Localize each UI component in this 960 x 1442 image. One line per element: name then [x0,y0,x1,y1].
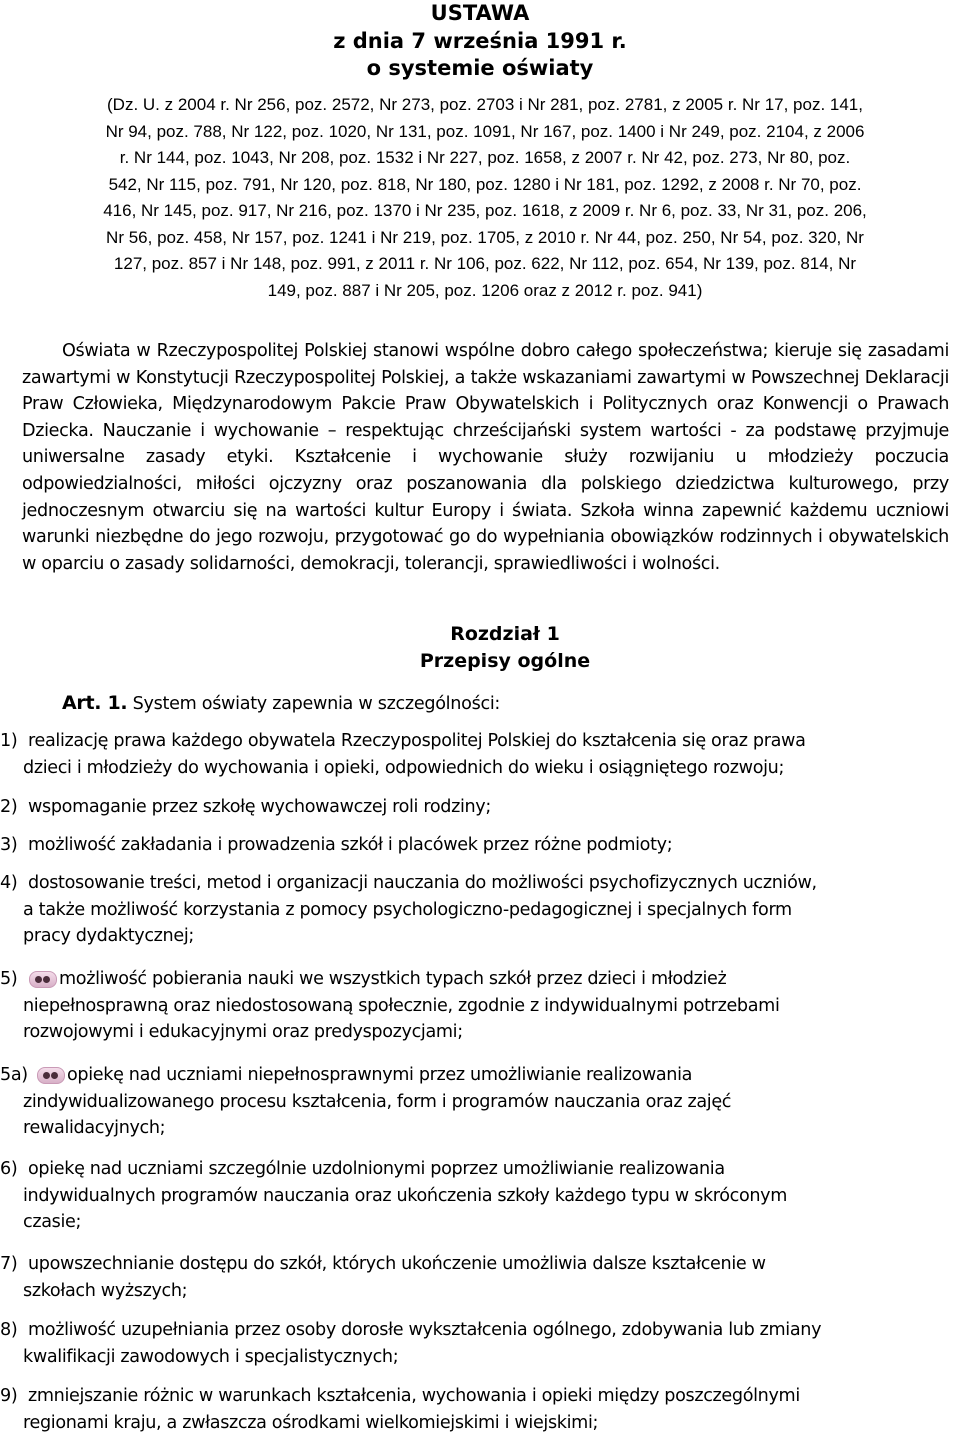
amendment-marker-icon[interactable] [29,971,57,988]
act-title: USTAWA [430,1,530,25]
item-continuation [23,1183,953,1236]
reference-line: r. Nr 144, poz. 1043, Nr 208, poz. 1532 i Nr 227, poz. 1658, z 2007 r. Nr 42, poz. 273, Nr 80, poz. [119,148,851,167]
reference-line: (Dz. U. z 2004 r. Nr 256, poz. 2572, Nr 273, poz. 2703 i Nr 281, poz. 2781, z 2005 r. Nr 17, poz. 141, [107,95,863,114]
item-continuation [23,755,953,782]
item-number: 1) [0,731,18,751]
item-text-line: zindywidualizowanego procesu kształcenia, form i programów nauczania oraz zajęć [23,1091,732,1112]
item-continuation [23,993,953,1046]
item-text-line: rozwojowymi i edukacyjnymi oraz predyspozycjami; [23,1022,463,1043]
act-date: z dnia 7 września 1991 r. [333,29,627,53]
reference-line: Nr 56, poz. 458, Nr 157, poz. 1241 i Nr 219, poz. 1705, z 2010 r. Nr 44, poz. 250, Nr 54, poz. 320, Nr [106,227,864,247]
reference-line: Nr 94, poz. 788, Nr 122, poz. 1020, Nr 131, poz. 1091, Nr 167, poz. 1400 i Nr 249, poz. 2104, z 2006 [105,121,865,141]
item-number: 3) [0,835,18,855]
item-text-line: kwalifikacji zawodowych i specjalistycznych; [23,1346,399,1367]
item-text: możliwość uzupełniania przez osoby dorosłe wykształcenia ogólnego, zdobywania lub zmiany [28,1320,822,1340]
act-subject: o systemie oświaty [366,56,594,80]
item-text-line: regionami kraju, a zwłaszcza ośrodkami wielkomiejskimi i wiejskimi; [23,1412,599,1433]
item-continuation [23,897,953,950]
item-text-line: szkołach wyższych; [23,1280,188,1301]
item-number: 5) [0,969,18,989]
item-text: realizację prawa każdego obywatela Rzeczypospolitej Polskiej do kształcenia się oraz prawa [28,731,806,751]
item-number: 9) [0,1386,18,1406]
item-text-line: indywidualnych programów nauczania oraz ukończenia szkoły każdego typu w skróconym [23,1185,788,1206]
item-number: 2) [0,797,18,817]
item-continuation [23,1089,953,1142]
item-number: 8) [0,1320,18,1340]
item-number: 6) [0,1159,18,1179]
preamble: Oświata w Rzeczypospolitej Polskiej stanowi wspólne dobro całego społeczeństwa; kieruje się zasadami zawartymi w Konstytucji Rzeczypospolitej Polskiej, a także wskazaniami zawartymi w Powszechnej Deklaracji Praw Człowieka, Międzynarodowym Pakcie Praw Obywatelskich i Politycznych oraz Konwencji o Prawach Dziecka. Nauczanie i wychowanie – respektując chrześcijański system wartości - za podstawę przyjmuje uniwersalne zasady etyki. Kształcenie i wychowanie służy rozwijaniu u młodzieży poczucia odpowiedzialności, miłości ojczyzny oraz poszanowania dla polskiego dziedzictwa kulturowego, przy jednoczesnym otwarciu się na wartości kultur Europy i świata. Szkoła winna zapewnić każdemu uczniowi warunki niezbędne do jego rozwoju, przygotować go do wypełniania obowiązków rodzinnych i obywatelskich w oparciu o zasady solidarności, demokracji, tolerancji, sprawiedliwości i wolności. [22,341,949,574]
item-text: wspomaganie przez szkołę wychowawczej roli rodziny; [28,797,491,817]
chapter-title: Przepisy ogólne [419,650,591,672]
article-intro: System oświaty zapewnia w szczególności: [132,694,501,714]
item-continuation [23,1278,953,1305]
item-text: dostosowanie treści, metod i organizacji nauczania do możliwości psychofizycznych uczniów, [28,873,817,893]
reference-line: 149, poz. 887 i Nr 205, poz. 1206 oraz z 2012 r. poz. 941) [267,280,703,300]
item-continuation [23,1410,953,1437]
reference-line: 542, Nr 115, poz. 791, Nr 120, poz. 818, Nr 180, poz. 1280 i Nr 181, poz. 1292, z 2008 r. Nr 70, poz. [108,174,862,194]
reference-line: 127, poz. 857 i Nr 148, poz. 991, z 2011 r. Nr 106, poz. 622, Nr 112, poz. 654, Nr 139, poz. 814, Nr [113,254,857,273]
item-text-line: pracy dydaktycznej; [23,926,194,947]
item-text-line: dzieci i młodzieży do wychowania i opieki, odpowiednich do wieku i osiągniętego rozwoju; [23,757,785,778]
item-number: 7) [0,1254,18,1274]
item-text-line: a także możliwość korzystania z pomocy psychologiczno-pedagogicznej i specjalnych form [23,899,792,920]
item-continuation [23,1344,953,1371]
item-number: 4) [0,873,18,893]
journal-references [20,92,950,304]
item-text: możliwość zakładania i prowadzenia szkół i placówek przez różne podmioty; [28,835,673,855]
item-text: upowszechnianie dostępu do szkół, których ukończenie umożliwia dalsze kształcenie w [28,1254,766,1274]
amendment-marker-icon[interactable] [37,1067,65,1084]
article-heading [62,692,500,714]
article-label: Art. 1. [62,692,128,714]
item-text: opiekę nad uczniami niepełnosprawnymi przez umożliwianie realizowania [36,1062,692,1089]
chapter-number: Rozdział 1 [450,623,560,645]
item-text: opiekę nad uczniami szczególnie uzdolnionymi poprzez umożliwianie realizowania [28,1159,725,1179]
item-text-line: czasie; [23,1212,82,1233]
item-text: możliwość pobierania nauki we wszystkich typach szkół przez dzieci i młodzież [28,966,726,993]
item-text-line: niepełnosprawną oraz niedostosowaną społecznie, zgodnie z indywidualnymi potrzebami [23,995,780,1016]
item-text-line: rewalidacyjnych; [23,1118,166,1139]
item-text: zmniejszanie różnic w warunkach kształcenia, wychowania i opieki między poszczególnymi [28,1386,800,1406]
reference-line: 416, Nr 145, poz. 917, Nr 216, poz. 1370 i Nr 235, poz. 1618, z 2009 r. Nr 6, poz. 33, Nr 31, poz. 206, [103,201,867,220]
item-number: 5a) [0,1065,28,1085]
